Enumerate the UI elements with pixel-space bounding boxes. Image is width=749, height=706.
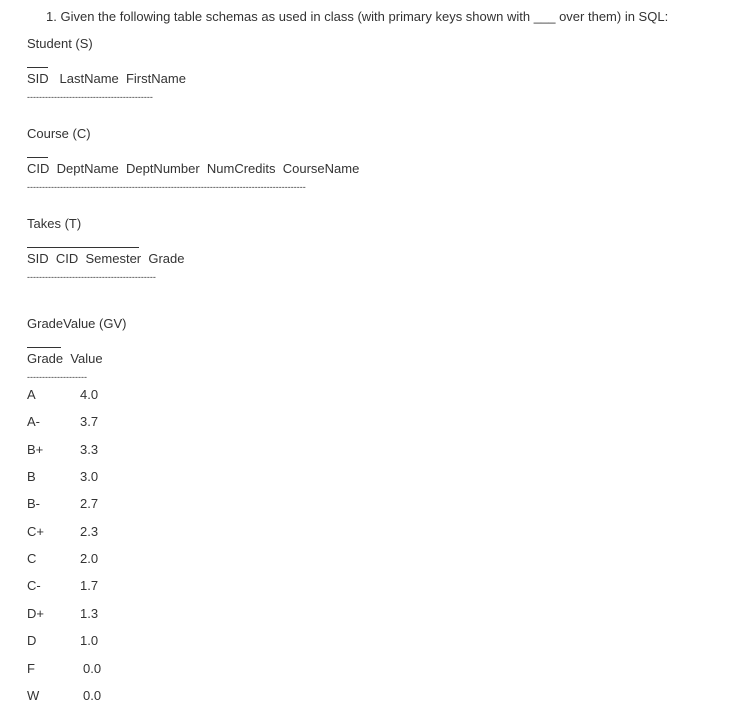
question-lead: Given the following table schemas as used in class (with primary keys shown with xyxy=(60,9,531,24)
grade-cell: C+ xyxy=(27,524,44,539)
question-text xyxy=(46,9,668,25)
gradevalue-pk-overline xyxy=(27,347,61,348)
grade-cell: C- xyxy=(27,578,41,593)
takes-pk-overline xyxy=(27,247,139,248)
value-cell: 2.0 xyxy=(80,551,99,566)
value-cell: 0.0 xyxy=(83,688,102,703)
question-tail: over them) in SQL: xyxy=(559,9,669,24)
blank-marker: ___ xyxy=(533,9,556,24)
value-cell: 2.7 xyxy=(80,496,99,511)
takes-separator: ------------------------------------------- xyxy=(27,272,156,282)
gradevalue-title: GradeValue (GV) xyxy=(27,316,127,331)
value-cell: 0.0 xyxy=(83,661,102,676)
grade-cell: A- xyxy=(27,414,40,429)
takes-columns: SID CID Semester Grade xyxy=(27,251,185,266)
grade-cell: F xyxy=(27,661,35,676)
student-columns: SID LastName FirstName xyxy=(27,71,186,86)
grade-cell: D xyxy=(27,633,37,648)
takes-title: Takes (T) xyxy=(27,216,82,231)
course-separator: --------------------------------------------------------------------------------------------- xyxy=(27,182,306,192)
value-cell: 2.3 xyxy=(80,524,99,539)
grade-cell: C xyxy=(27,551,37,566)
value-cell: 1.3 xyxy=(80,606,99,621)
grade-cell: D+ xyxy=(27,606,44,621)
value-cell: 1.0 xyxy=(80,633,99,648)
value-cell: 1.7 xyxy=(80,578,99,593)
value-cell: 4.0 xyxy=(80,387,99,402)
gradevalue-columns: Grade Value xyxy=(27,351,103,366)
value-cell: 3.7 xyxy=(80,414,99,429)
student-pk-overline xyxy=(27,67,48,68)
student-title: Student (S) xyxy=(27,36,93,51)
student-separator: ------------------------------------------ xyxy=(27,92,153,102)
grade-cell: B+ xyxy=(27,442,44,457)
gradevalue-separator: -------------------- xyxy=(27,372,87,382)
question-number: 1. xyxy=(46,9,57,24)
value-cell: 3.3 xyxy=(80,442,99,457)
grade-cell: A xyxy=(27,387,36,402)
grade-cell: W xyxy=(27,688,40,703)
grade-cell: B- xyxy=(27,496,40,511)
course-columns: CID DeptName DeptNumber NumCredits CourseName xyxy=(27,161,360,176)
grade-cell: B xyxy=(27,469,36,484)
course-title: Course (C) xyxy=(27,126,91,141)
value-cell: 3.0 xyxy=(80,469,99,484)
course-pk-overline xyxy=(27,157,48,158)
